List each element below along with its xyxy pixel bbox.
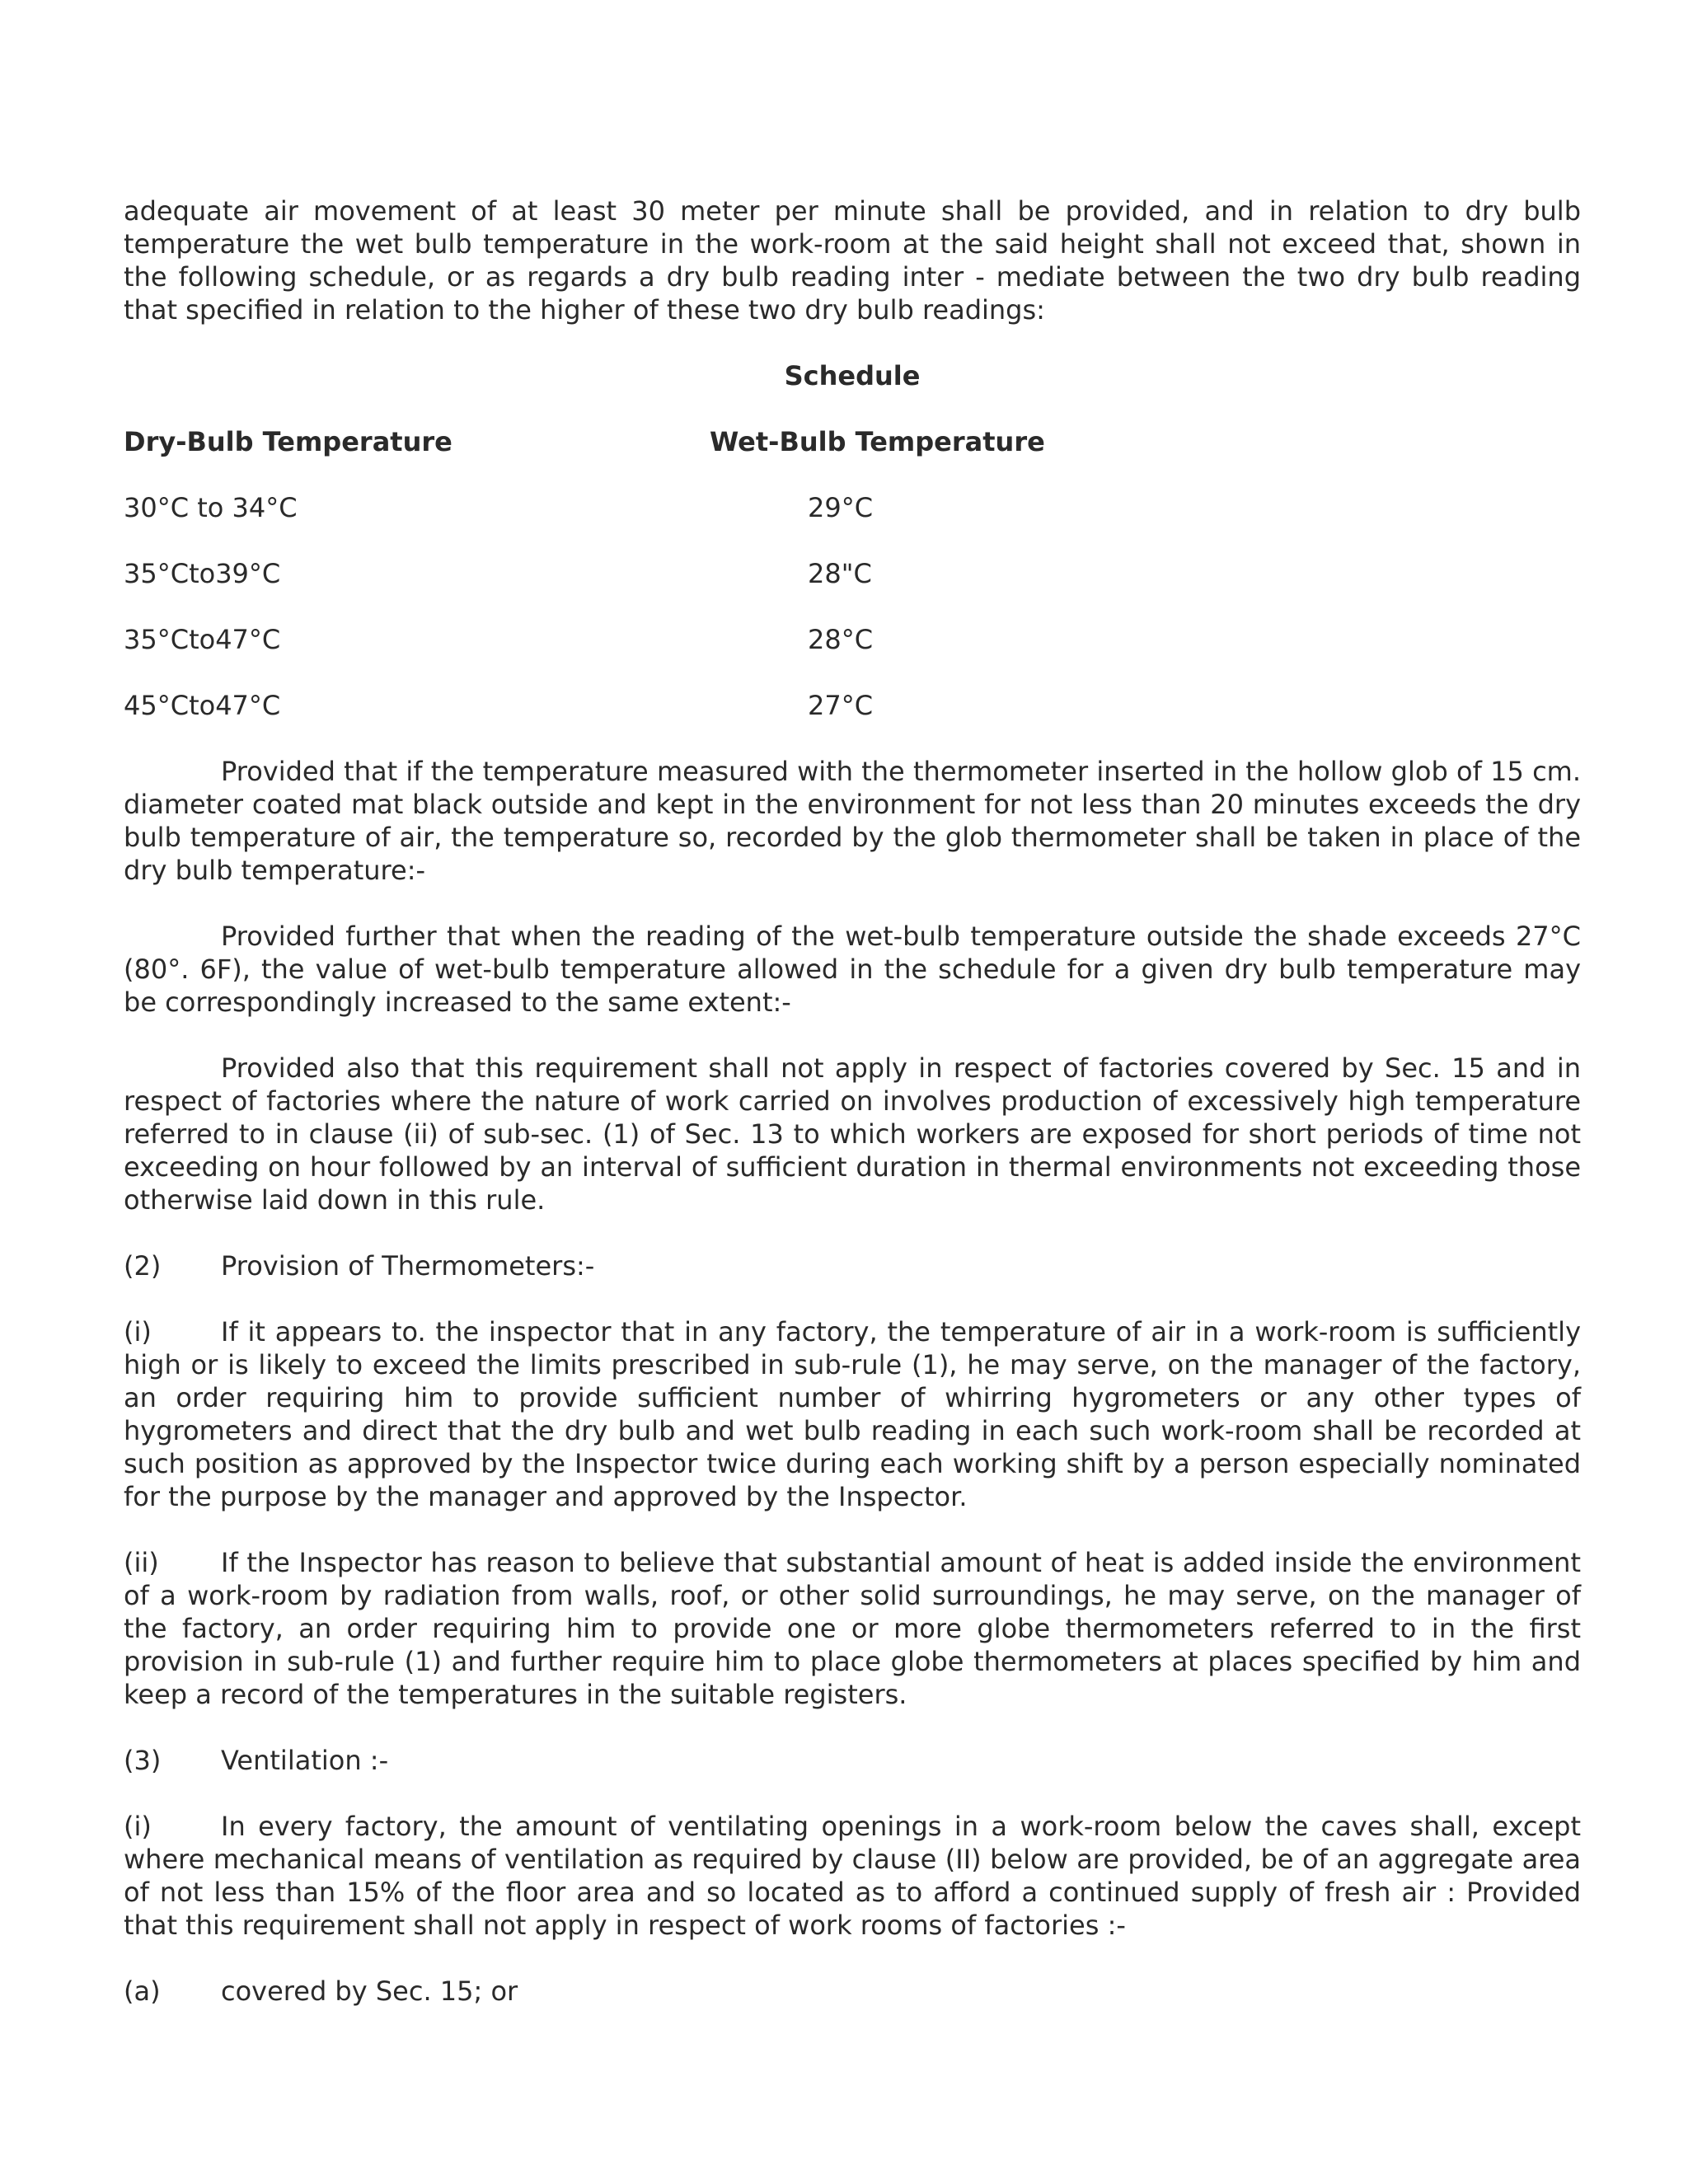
header-dry-bulb: Dry-Bulb Temperature — [124, 426, 452, 457]
dry-bulb-value: 35°Cto47°C — [124, 624, 281, 655]
section-title: Provision of Thermometers:- — [221, 1250, 595, 1282]
clause-number: (a) — [124, 1975, 161, 2007]
clause-text: If it appears to. the inspector that in any factory, the temperature of air in a work-room is sufficiently high or is likely to exceed the limits prescribed in sub-rule (1), he may serve, on the manager of the factory, an order requiring him to provide sufficient number of whirring hygrometers or any other types of hygrometers and direct that the dry bulb and wet bulb reading in each such work-room shall be recorded at such position as approved by the Inspector twice during each working shift by a person especially nominated for the purpose by the manager and approved by the Inspector. — [124, 1316, 1581, 1512]
clause-number: (i) — [124, 1316, 152, 1347]
clause-text: covered by Sec. 15; or — [221, 1975, 518, 2007]
section-2-heading — [124, 1249, 1581, 1282]
document-page — [124, 194, 1581, 2041]
clause-text: If the Inspector has reason to believe that substantial amount of heat is added inside the environment of a work-room by radiation from walls, roof, or other solid surroundings, he may serve, on the manager of the factory, an order requiring him to provide one or more globe thermometers referred to in the first provision in sub-rule (1) and further require him to place globe thermometers at places specified by him and keep a record of the temperatures in the suitable registers. — [124, 1547, 1581, 1710]
section-number: (3) — [124, 1745, 162, 1776]
schedule-row — [124, 491, 1581, 524]
dry-bulb-value: 45°Cto47°C — [124, 690, 281, 721]
section-title: Ventilation :- — [221, 1745, 389, 1776]
wet-bulb-value: 27°C — [808, 690, 874, 721]
clause-number: (i) — [124, 1811, 152, 1842]
schedule-row — [124, 689, 1581, 722]
proviso-paragraph: Provided also that this requirement shall not apply in respect of factories covered by Sec. 15 and in respect of factories where the nature of work carried on involves production of excessively high temperature referred to in clause (ii) of sub-sec. (1) of Sec. 13 to which workers are exposed for short periods of time not exceeding on hour followed by an interval of sufficient duration in thermal environments not exceeding those otherwise laid down in this rule. — [124, 1052, 1581, 1216]
clause-text: In every factory, the amount of ventilating openings in a work-room below the caves shall, except where mechanical means of ventilation as required by clause (II) below are provided, be of an aggregate area of not less than 15% of the floor area and so located as to afford a continued supply of fresh air : Provided that this requirement shall not apply in respect of work rooms of factories :- — [124, 1811, 1581, 1941]
intro-paragraph: adequate air movement of at least 30 meter per minute shall be provided, and in relation to dry bulb temperature the wet bulb temperature in the work-room at the said height shall not exceed that, shown in the following schedule, or as regards a dry bulb reading inter - mediate between the two dry bulb reading that specified in relation to the higher of these two dry bulb readings: — [124, 195, 1581, 326]
wet-bulb-value: 29°C — [808, 492, 874, 523]
clause-item — [124, 1546, 1581, 1711]
dry-bulb-value: 35°Cto39°C — [124, 558, 281, 589]
schedule-header — [124, 425, 1581, 458]
schedule-row — [124, 557, 1581, 590]
clause-item — [124, 1315, 1581, 1513]
schedule-title: Schedule — [784, 360, 921, 391]
clause-item — [124, 1975, 1581, 2008]
section-3-heading — [124, 1744, 1581, 1777]
schedule-row — [124, 623, 1581, 656]
header-wet-bulb: Wet-Bulb Temperature — [710, 426, 1045, 457]
proviso-paragraph: Provided further that when the reading of the wet-bulb temperature outside the shade exceeds 27°C (80°. 6F), the value of wet-bulb temperature allowed in the schedule for a given dry bulb temperature may be correspondingly increased to the same extent:- — [124, 921, 1581, 1018]
clause-number: (ii) — [124, 1547, 159, 1578]
clause-item — [124, 1810, 1581, 1942]
wet-bulb-value: 28"C — [808, 558, 872, 589]
section-number: (2) — [124, 1250, 162, 1282]
dry-bulb-value: 30°C to 34°C — [124, 492, 298, 523]
proviso-paragraph: Provided that if the temperature measured with the thermometer inserted in the hollow glob of 15 cm. diameter coated mat black outside and kept in the environment for not less than 20 minutes exceeds the dry bulb temperature of air, the temperature so, recorded by the glob thermometer shall be taken in place of the dry bulb temperature:- — [124, 756, 1581, 886]
wet-bulb-value: 28°C — [808, 624, 874, 655]
